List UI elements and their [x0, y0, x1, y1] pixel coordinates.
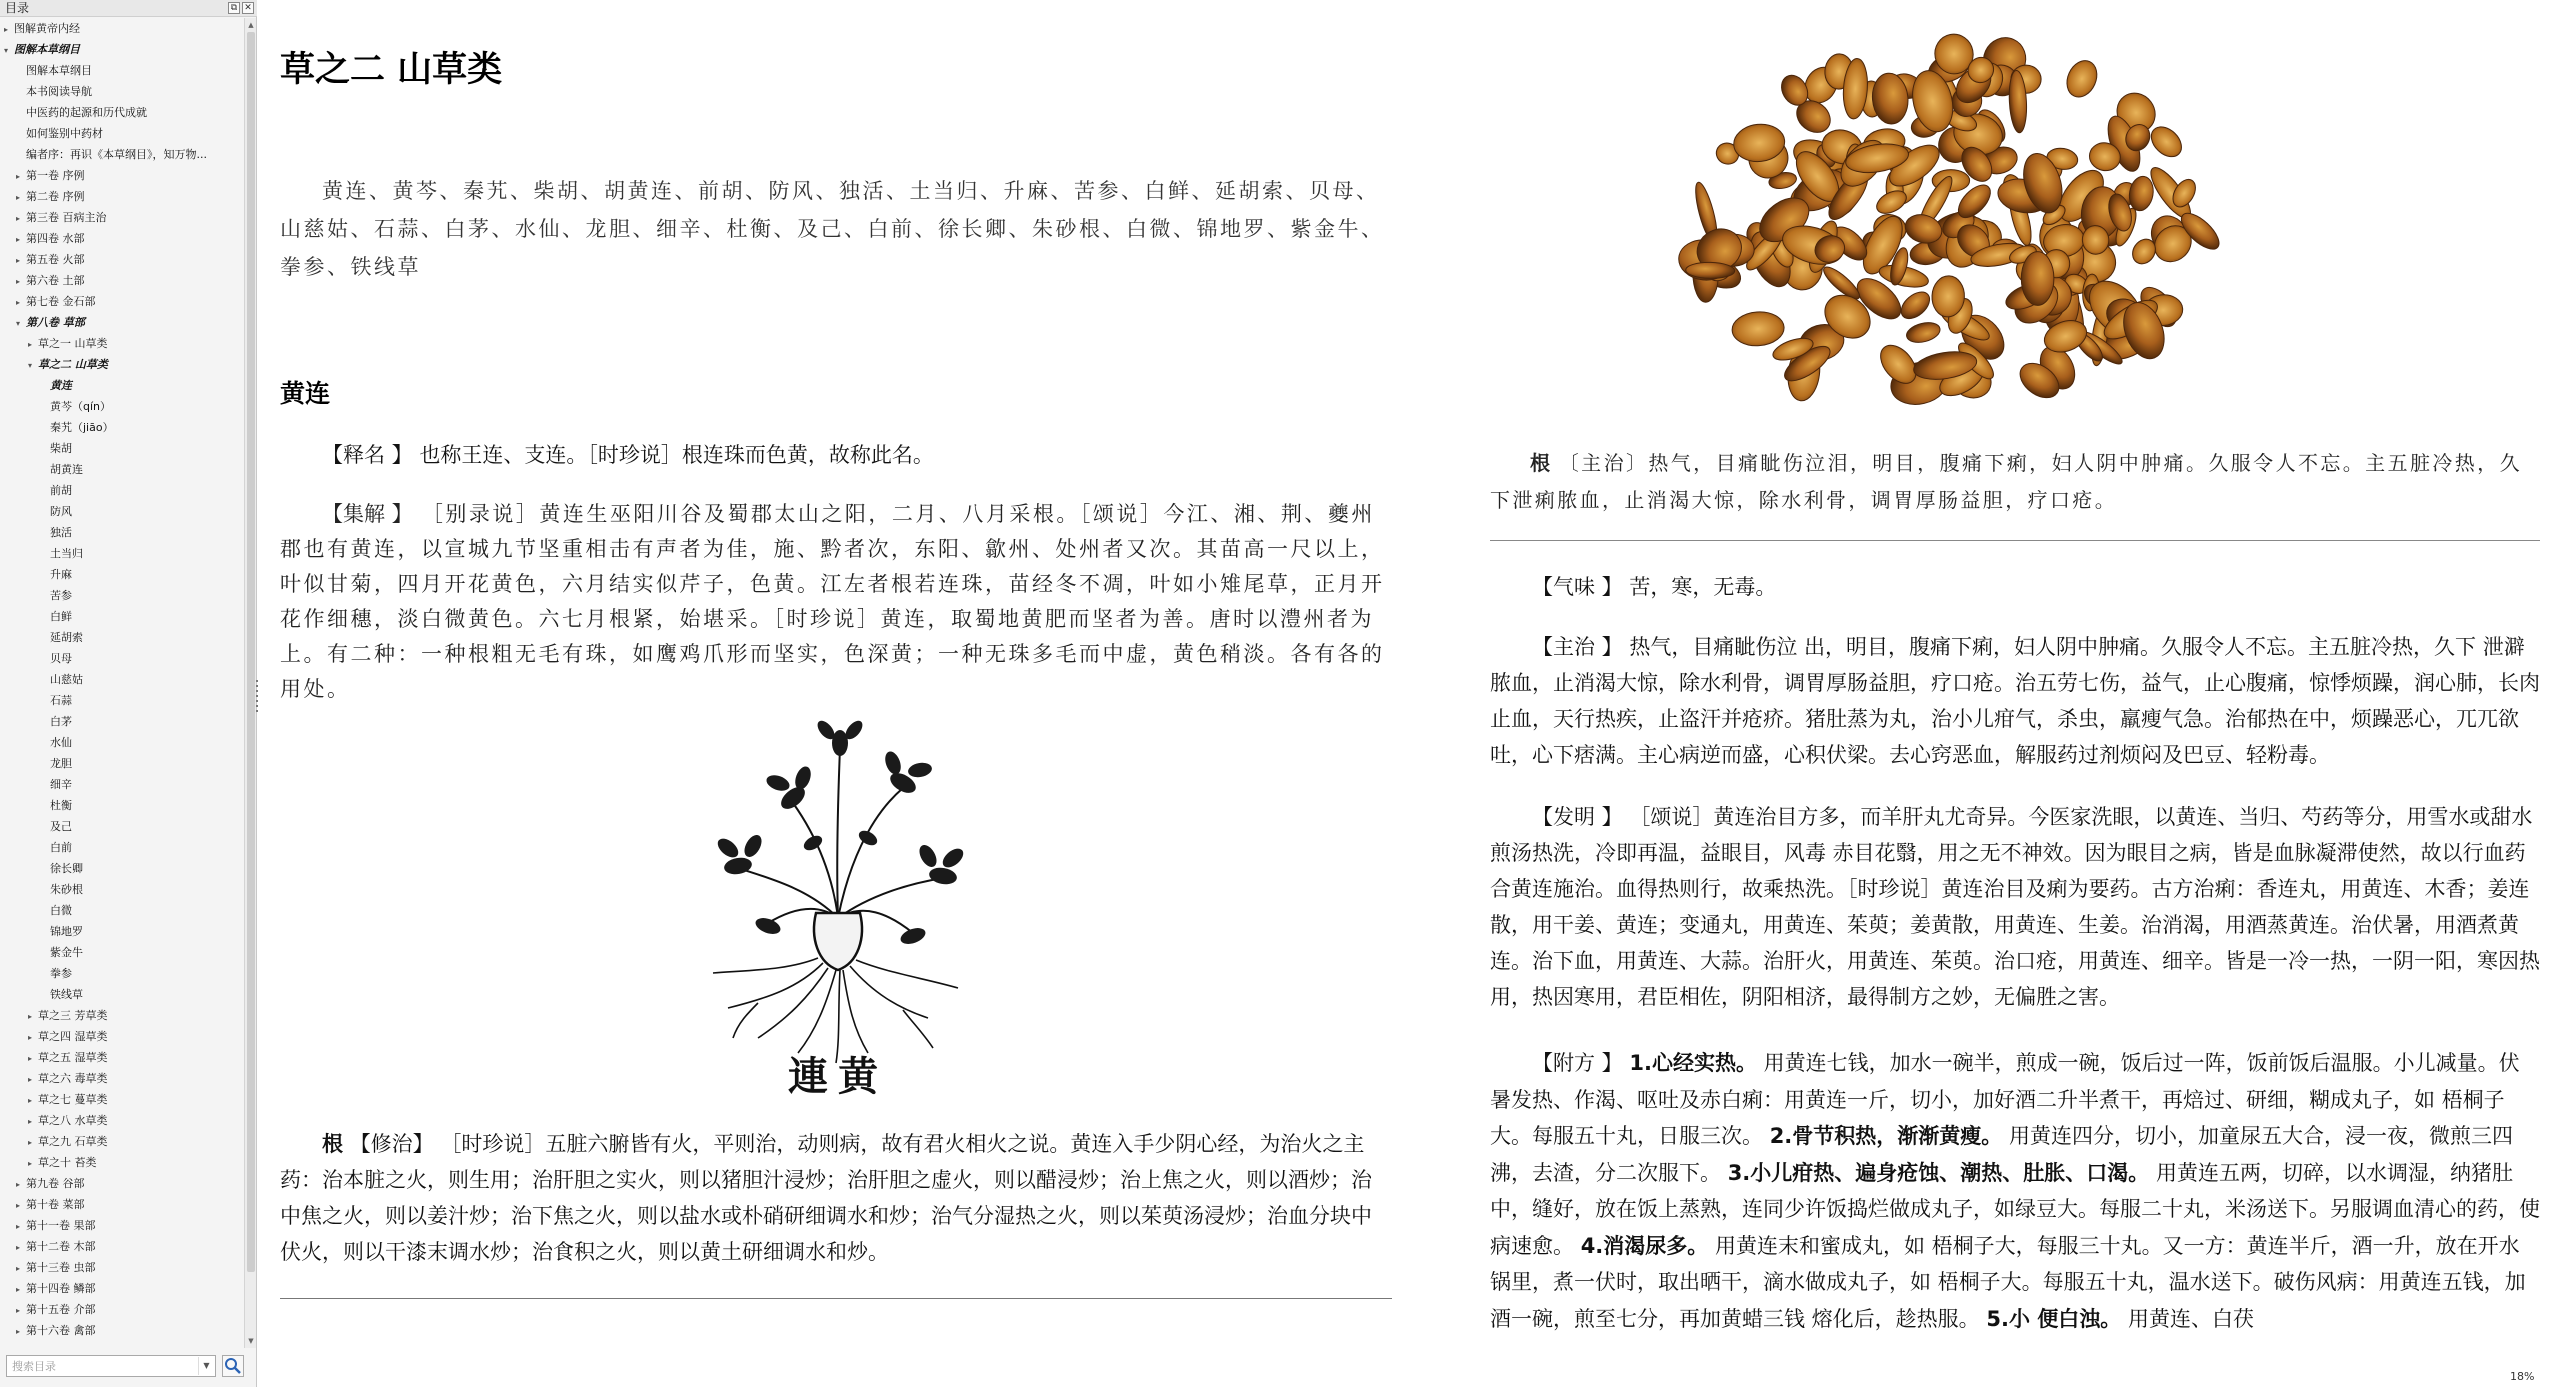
section-text: 也称王连、支连。［时珍说］根连珠而色黄，故称此名。	[419, 443, 934, 467]
toc-item-label: 第十五卷 介部	[26, 1303, 96, 1316]
paragraph-xiuzhi	[280, 1126, 1392, 1270]
collapsed-arrow-icon[interactable]: ▸	[16, 277, 21, 286]
section-text: ［颂说］黄连治目方多，而羊肝丸尤奇异。今医家洗眼，以黄连、当归、芍药等分，用雪水或甜水煎汤热洗，冷即再温，益眼目，风毒 赤目花翳，用之无不神效。因为眼目之病，皆是血脉凝滞使然，故以行血药合黄连施治。血得热则行，故乘热洗。［时珍说］黄连治目及痢为要药。古方治痢：香连丸，用黄连、木香；姜连散，用干姜、黄连；变通丸，用黄连、茱萸；姜黄散，用黄连、生姜。治消渴，用酒蒸黄连。治伏暑，用酒煮黄连。治下血，用黄连、大蒜。治肝火，用黄连、茱萸。治口疮，用黄连、细辛。皆是一冷一热，一阴一阳，寒因热用，热因寒用，君臣相佐，阴阳相济，最得制方之妙，无偏胜之害。	[1490, 805, 2540, 1009]
toc-item[interactable]	[50, 480, 243, 501]
toc-item-label: 草之四 湿草类	[38, 1030, 108, 1043]
toc-item[interactable]	[26, 81, 243, 102]
toc-item[interactable]	[16, 1299, 243, 1320]
toc-item[interactable]	[50, 963, 243, 984]
toc-item[interactable]	[16, 312, 243, 333]
toc-item[interactable]	[16, 291, 243, 312]
toc-item[interactable]	[16, 186, 243, 207]
toc-item[interactable]	[16, 207, 243, 228]
toc-item-label: 第五卷 火部	[26, 253, 85, 266]
toc-item[interactable]	[50, 522, 243, 543]
collapsed-arrow-icon[interactable]: ▸	[16, 1222, 21, 1231]
toc-item[interactable]	[16, 1194, 243, 1215]
toc-item-label: 柴胡	[50, 442, 72, 455]
toc-item[interactable]	[50, 375, 243, 396]
toc-item[interactable]	[50, 879, 243, 900]
section-tag: 【附方 】	[1532, 1051, 1623, 1075]
toc-item-label: 第十卷 菜部	[26, 1198, 85, 1211]
toc-item-label: 白茅	[50, 715, 72, 728]
caption-head: 根	[1530, 451, 1550, 475]
page-right	[1418, 0, 2560, 1387]
toc-item-label: 草之十 苔类	[38, 1156, 97, 1169]
toc-item[interactable]	[50, 942, 243, 963]
toc-item[interactable]	[50, 900, 243, 921]
toc-item-label: 草之九 石草类	[38, 1135, 108, 1148]
toc-item[interactable]	[50, 438, 243, 459]
toc-item[interactable]	[16, 270, 243, 291]
toc-item-label: 草之七 蔓草类	[38, 1093, 108, 1106]
toc-item-label: 第七卷 金石部	[26, 295, 96, 308]
toc-item-label: 第十三卷 虫部	[26, 1261, 96, 1274]
toc-item-label: 土当归	[50, 547, 83, 560]
divider	[1490, 540, 2540, 541]
toc-item[interactable]	[50, 585, 243, 606]
collapsed-arrow-icon[interactable]: ▸	[28, 1075, 33, 1084]
toc-item-label: 第四卷 水部	[26, 232, 85, 245]
prescription-heading: 3.小儿疳热、遍身疮蚀、潮热、肚胀、口渴。	[1727, 1160, 2150, 1185]
prescription-text: 用黄连四分，切小，加童尿五大合，浸一夜，微煎三四沸，去渣，分二次服下。	[1490, 1124, 2513, 1185]
scroll-up-icon[interactable]: ▲	[248, 21, 254, 29]
toc-item-label: 第十四卷 鳞部	[26, 1282, 96, 1295]
collapsed-arrow-icon[interactable]: ▸	[28, 1012, 33, 1021]
collapsed-arrow-icon[interactable]: ▸	[28, 340, 33, 349]
collapsed-arrow-icon[interactable]: ▸	[16, 172, 21, 181]
toc-search-input[interactable]	[6, 1355, 216, 1377]
expanded-arrow-icon[interactable]: ▾	[28, 361, 33, 370]
caption-text: 〔主治〕热气，目痛眦伤泣泪，明目，腹痛下痢，妇人阴中肿痛。久服令人不忘。主五脏冷热，久下泄痢脓血，止消渴大惊，除水利骨，调胃厚肠益胆，疗口疮。	[1490, 451, 2522, 512]
toc-item[interactable]	[50, 627, 243, 648]
toc-item[interactable]	[50, 921, 243, 942]
toc-title: 目录	[5, 1, 30, 15]
toc-item[interactable]	[50, 501, 243, 522]
collapsed-arrow-icon[interactable]: ▸	[16, 235, 21, 244]
toc-item[interactable]	[28, 1026, 243, 1047]
toc-item-label: 第三卷 百病主治	[26, 211, 107, 224]
collapsed-arrow-icon[interactable]: ▸	[16, 1243, 21, 1252]
toc-restore-icon[interactable]: ⧉	[228, 2, 240, 14]
paragraph-shiming	[280, 437, 1392, 473]
toc-item[interactable]	[16, 1320, 243, 1341]
paragraph-qiwei	[1490, 569, 2540, 605]
toc-item-label: 图解本草纲目	[14, 43, 80, 56]
toc-item[interactable]	[28, 1089, 243, 1110]
toc-item[interactable]	[16, 1278, 243, 1299]
section-tag: 【发明 】	[1532, 805, 1623, 829]
toc-item[interactable]	[50, 564, 243, 585]
toc-item-label: 升麻	[50, 568, 72, 581]
toc-item[interactable]	[28, 333, 243, 354]
prescription-text: 用黄连末和蜜成丸，如 梧桐子大，每服三十丸。又一方：黄连半斤，酒一升，放在开水锅里，煮一伏时，取出晒干，滴水做成丸子，如 梧桐子大。每服五十丸，温水送下。破伤风病：用黄连五钱，加酒一碗，煎至七分，再加黄蜡三钱 熔化后，趁热服。	[1490, 1233, 2526, 1331]
toc-header	[0, 0, 257, 17]
toc-scrollbar[interactable]	[244, 18, 256, 1348]
paragraph-jijie	[280, 497, 1392, 707]
toc-item[interactable]	[50, 753, 243, 774]
toc-item[interactable]	[28, 1110, 243, 1131]
section-tag: 【集解 】	[322, 502, 413, 526]
entry-title: 黄连	[280, 379, 331, 408]
toc-item[interactable]	[50, 732, 243, 753]
toc-item-label: 本书阅读导航	[26, 85, 92, 98]
toc-item-label: 第八卷 草部	[26, 316, 85, 329]
toc-item-label: 黄芩（qín）	[50, 400, 112, 413]
toc-item-label: 第十六卷 禽部	[26, 1324, 96, 1337]
toc-item[interactable]	[28, 1068, 243, 1089]
section-tag: 【释名 】	[322, 443, 413, 467]
photo-caption	[1490, 445, 2540, 519]
collapsed-arrow-icon[interactable]: ▸	[16, 193, 21, 202]
section-text: 热气，目痛眦伤泣 出，明目，腹痛下痢，妇人阴中肿痛。久服令人不忘。主五脏冷热，久下 泄澼脓血，止消渴大惊，除水利骨，调胃厚肠益胆，疗口疮。治五劳七伤，益气，止心腹痛，惊悸烦躁，润心肺，长肉止血，天行热疾，止盗汗并疮疥。猪肚蒸为丸，治小儿疳气，杀虫，羸瘦气急。治郁热在中，烦躁恶心，兀兀欲吐，心下痞满。主心病逆而盛，心积伏梁。去心窍恶血，解服药过剂烦闷及巴豆、轻粉毒。	[1490, 635, 2540, 767]
collapsed-arrow-icon[interactable]: ▸	[28, 1054, 33, 1063]
toc-item[interactable]	[50, 459, 243, 480]
toc-item-label: 朱砂根	[50, 883, 83, 896]
toc-item-label: 杜衡	[50, 799, 72, 812]
toc-search-button[interactable]	[222, 1355, 244, 1377]
toc-item-label: 第六卷 土部	[26, 274, 85, 287]
toc-item-label: 胡黄连	[50, 463, 83, 476]
toc-item[interactable]	[16, 249, 243, 270]
collapsed-arrow-icon[interactable]: ▸	[28, 1117, 33, 1126]
toc-item-label: 延胡索	[50, 631, 83, 644]
toc-item-label: 草之二 山草类	[38, 358, 108, 371]
toc-item[interactable]	[16, 1173, 243, 1194]
illustration-label: 連黄	[788, 1053, 888, 1098]
toc-item[interactable]	[26, 144, 243, 165]
zoom-level: 18%	[2510, 1370, 2535, 1383]
toc-item-label: 草之八 水草类	[38, 1114, 108, 1127]
toc-item-label: 水仙	[50, 736, 72, 749]
toc-item-label: 锦地罗	[50, 925, 83, 938]
toc-item[interactable]	[28, 1047, 243, 1068]
collapsed-arrow-icon[interactable]: ▸	[28, 1096, 33, 1105]
collapsed-arrow-icon[interactable]: ▸	[28, 1159, 33, 1168]
toc-item-label: 前胡	[50, 484, 72, 497]
toc-item-label: 第二卷 序例	[26, 190, 85, 203]
toc-item[interactable]	[26, 123, 243, 144]
collapsed-arrow-icon[interactable]: ▸	[16, 214, 21, 223]
page-left	[258, 0, 1418, 1387]
root-pile	[1677, 31, 2225, 410]
section-tag: 【主治 】	[1532, 635, 1623, 659]
toc-item-label: 独活	[50, 526, 72, 539]
expanded-arrow-icon[interactable]: ▾	[16, 319, 21, 328]
collapsed-arrow-icon[interactable]: ▸	[16, 298, 21, 307]
document-view	[258, 0, 2560, 1387]
toc-item-label: 紫金牛	[50, 946, 83, 959]
section-tag: 【修治】	[349, 1132, 434, 1156]
collapsed-arrow-icon[interactable]: ▸	[16, 1180, 21, 1189]
toc-item[interactable]	[16, 1215, 243, 1236]
prescription-heading: 4.消渴尿多。	[1580, 1233, 1709, 1258]
collapsed-arrow-icon[interactable]: ▸	[16, 1285, 21, 1294]
prescription-text: 用黄连七钱，加水一碗半，煎成一碗，饭后过一阵，饭前饭后温服。小儿减量。伏暑发热、作渴、呕吐及赤白痢：用黄连一斤，切小，加好酒二升半煮干，再焙过、研细，糊成丸子，如 梧桐子大。每服五十丸，日服三次。	[1490, 1051, 2520, 1148]
toc-item[interactable]	[16, 1236, 243, 1257]
toc-item-label: 防风	[50, 505, 72, 518]
toc-item[interactable]	[50, 984, 243, 1005]
toc-item[interactable]	[50, 669, 243, 690]
section-text: ［别录说］黄连生巫阳川谷及蜀郡太山之阳，二月、八月采根。［颂说］今江、湘、荆、夔州郡也有黄连，以宣城九节坚重相击有声者为佳，施、黔者次，东阳、歙州、处州者又次。其苗高一尺以上，叶似甘菊，四月开花黄色，六月结实似芹子，色黄。江左者根若连珠，苗经冬不凋，叶如小雉尾草，正月开花作细穗，淡白微黄色。六七月根紧，始堪采。［时珍说］黄连，取蜀地黄肥而坚者为善。唐时以澧州者为上。有二种：一种根粗无毛有珠，如鹰鸡爪形而坚实，色深黄；一种无珠多毛而中虚，黄色稍淡。各有各的用处。	[280, 502, 1385, 701]
toc-item-label: 贝母	[50, 652, 72, 665]
toc-item-label: 草之五 湿草类	[38, 1051, 108, 1064]
toc-item[interactable]	[50, 816, 243, 837]
toc-item-label: 第十一卷 果部	[26, 1219, 96, 1232]
toc-item[interactable]	[26, 60, 243, 81]
toc-item-label: 石蒜	[50, 694, 72, 707]
toc-item-label: 编者序：再识《本草纲目》，知万物...	[26, 148, 207, 161]
toc-item[interactable]	[16, 165, 243, 186]
toc-item[interactable]	[16, 228, 243, 249]
toc-item-label: 第九卷 谷部	[26, 1177, 85, 1190]
toc-item[interactable]	[4, 18, 243, 39]
toc-item[interactable]	[50, 711, 243, 732]
collapsed-arrow-icon[interactable]: ▸	[16, 1327, 21, 1336]
toc-item-label: 图解本草纲目	[26, 64, 92, 77]
toc-item[interactable]	[50, 858, 243, 879]
dried-coptis-root-photo	[1653, 22, 2243, 432]
section-tag: 【气味 】	[1532, 575, 1623, 599]
collapsed-arrow-icon[interactable]: ▸	[16, 256, 21, 265]
section-text: 苦，寒，无毒。	[1629, 575, 1777, 599]
toc-tree	[0, 18, 243, 1348]
toc-scroll-thumb[interactable]	[247, 32, 255, 1272]
toc-item[interactable]	[50, 795, 243, 816]
toc-item[interactable]	[28, 1131, 243, 1152]
collapsed-arrow-icon[interactable]: ▸	[28, 1033, 33, 1042]
toc-sidebar	[0, 0, 257, 1387]
toc-item-label: 细辛	[50, 778, 72, 791]
toc-item-label: 草之一 山草类	[38, 337, 108, 350]
prescription-heading: 1.心经实热。	[1629, 1051, 1757, 1075]
section-head: 根	[322, 1132, 343, 1156]
toc-item[interactable]	[16, 1257, 243, 1278]
herb-list-intro: 黄连、黄芩、秦艽、柴胡、胡黄连、前胡、防风、独活、土当归、升麻、苦参、白鲜、延胡索、贝母、山慈姑、石蒜、白茅、水仙、龙胆、细辛、杜衡、及己、白前、徐长卿、朱砂根、白微、锦地罗、紫金牛、拳参、铁线草	[280, 179, 1385, 279]
toc-item-label: 山慈姑	[50, 673, 83, 686]
section-text: ［时珍说］五脏六腑皆有火，平则治，动则病，故有君火相火之说。黄连入手少阴心经，为治火之主药：治本脏之火，则生用；治肝胆之实火，则以猪胆汁浸炒；治肝胆之虚火，则以醋浸炒；治上焦之火，则以酒炒；治中焦之火，则以姜汁炒；治下焦之火，则以盐水或朴硝研细调水和炒；治气分湿热之火，则以茱萸汤浸炒；治血分块中伏火，则以干漆末调水炒；治食积之火，则以黄土研细调水和炒。	[280, 1132, 1372, 1264]
scroll-down-icon[interactable]: ▼	[248, 1337, 254, 1345]
toc-item[interactable]	[4, 39, 243, 60]
divider	[280, 1298, 1392, 1299]
toc-item-label: 秦艽（jiāo）	[50, 421, 114, 434]
chevron-down-icon[interactable]: ▼	[198, 1357, 214, 1375]
prescription-text: 用黄连五两，切碎，以水调湿，纳猪肚中，缝好，放在饭上蒸熟，连同少许饭捣烂做成丸子，如绿豆大。每服二十丸，米汤送下。另服调血清心的药，使病速愈。	[1490, 1160, 2540, 1258]
coptis-plant-illustration	[698, 708, 978, 1098]
prescription-heading: 5.小 便白浊。	[1986, 1306, 2122, 1331]
toc-item-label: 第一卷 序例	[26, 169, 85, 182]
paragraph-faming	[1490, 799, 2540, 1015]
toc-item-label: 图解黄帝内经	[14, 22, 80, 35]
paragraph-zhuzhi	[1490, 629, 2540, 773]
toc-item-label: 苦参	[50, 589, 72, 602]
toc-item[interactable]	[50, 837, 243, 858]
prescription-text: 用黄连、白茯	[2127, 1306, 2254, 1331]
toc-item[interactable]	[50, 606, 243, 627]
prescription-heading: 2.骨节积热，渐渐黄瘦。	[1769, 1124, 2003, 1148]
toc-item-label: 铁线草	[50, 988, 83, 1001]
toc-item-label: 草之六 毒草类	[38, 1072, 108, 1085]
toc-item[interactable]	[50, 543, 243, 564]
search-icon	[223, 1356, 243, 1376]
page-title: 草之二 山草类	[280, 50, 503, 90]
toc-item-label: 黄连	[50, 379, 72, 392]
collapsed-arrow-icon[interactable]: ▸	[16, 1306, 21, 1315]
toc-item-label: 白微	[50, 904, 72, 917]
toc-item-label: 草之三 芳草类	[38, 1009, 108, 1022]
toc-item[interactable]	[28, 1005, 243, 1026]
collapsed-arrow-icon[interactable]: ▸	[28, 1138, 33, 1147]
toc-close-icon[interactable]: ✕	[242, 2, 254, 14]
toc-item-label: 徐长卿	[50, 862, 83, 875]
toc-item[interactable]	[50, 396, 243, 417]
toc-item-label: 第十二卷 木部	[26, 1240, 96, 1253]
toc-item[interactable]	[50, 690, 243, 711]
toc-item-label: 中医药的起源和历代成就	[26, 106, 147, 119]
toc-item[interactable]	[50, 774, 243, 795]
toc-item-label: 及己	[50, 820, 72, 833]
toc-item[interactable]	[50, 417, 243, 438]
toc-item-label: 拳参	[50, 967, 72, 980]
toc-item[interactable]	[26, 102, 243, 123]
toc-item[interactable]	[50, 648, 243, 669]
expanded-arrow-icon[interactable]: ▾	[4, 46, 9, 55]
toc-item-label: 白鲜	[50, 610, 72, 623]
toc-item-label: 龙胆	[50, 757, 72, 770]
toc-item[interactable]	[28, 354, 243, 375]
toc-item-label: 白前	[50, 841, 72, 854]
toc-item-label: 如何鉴别中药材	[26, 127, 103, 140]
paragraph-fufang	[1490, 1045, 2540, 1337]
collapsed-arrow-icon[interactable]: ▸	[4, 25, 9, 34]
toc-item[interactable]	[28, 1152, 243, 1173]
collapsed-arrow-icon[interactable]: ▸	[16, 1201, 21, 1210]
collapsed-arrow-icon[interactable]: ▸	[16, 1264, 21, 1273]
